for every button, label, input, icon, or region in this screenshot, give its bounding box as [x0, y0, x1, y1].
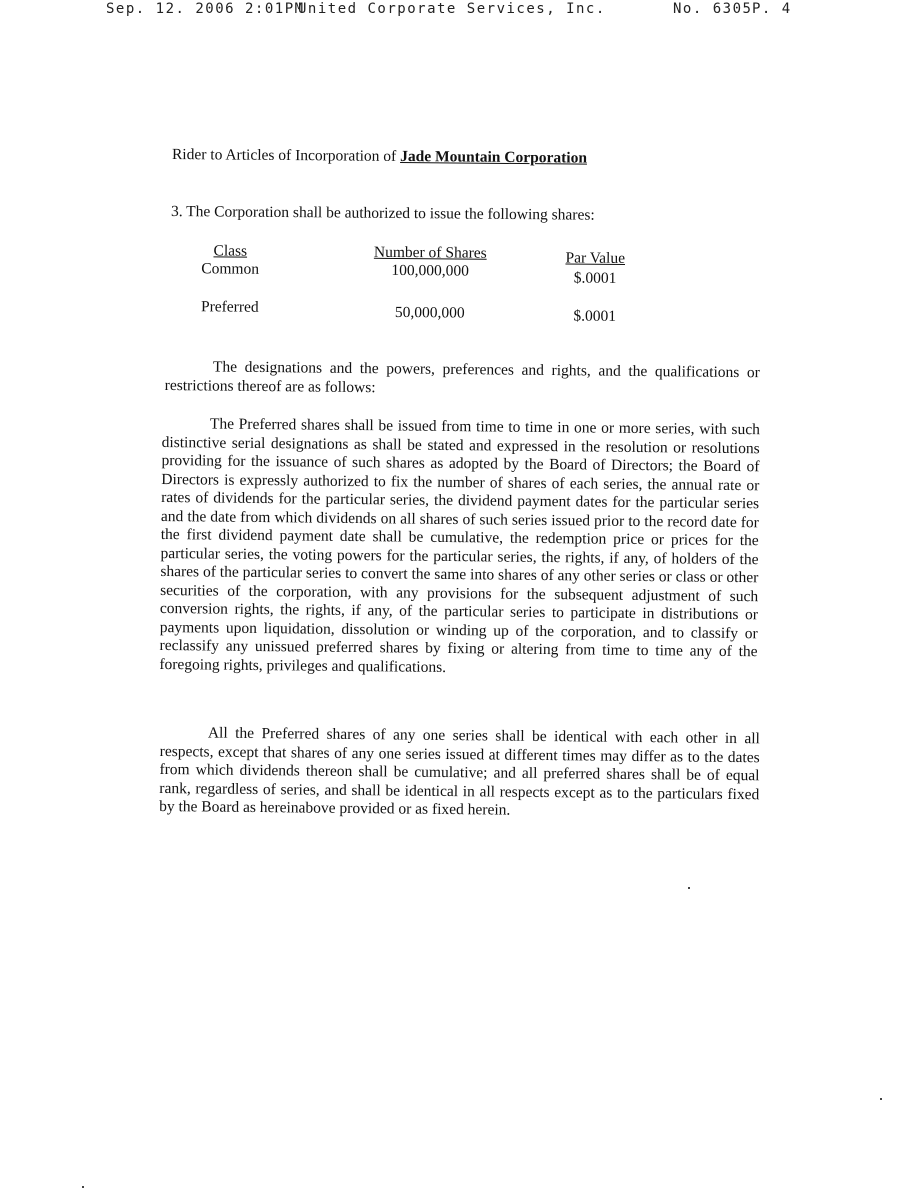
- paragraph-designations: [165, 358, 760, 401]
- fax-number: No. 6305: [673, 1, 753, 17]
- scan-speck: [688, 887, 690, 889]
- paragraph-identical-shares: [159, 724, 760, 823]
- row-preferred-par: $.0001: [573, 307, 617, 325]
- corporation-name: Jade Mountain Corporation: [400, 147, 588, 167]
- row-preferred-shares: 50,000,000: [394, 303, 465, 322]
- document-title: [172, 146, 587, 168]
- row-common-shares: 100,000,000: [391, 261, 469, 280]
- row-preferred-class: Preferred: [200, 298, 259, 316]
- section-3-intro: 3. The Corporation shall be authorized to issue the following shares:: [170, 203, 595, 224]
- header-class: Class: [213, 242, 248, 260]
- fax-page-number: P. 4: [752, 1, 792, 17]
- title-prefix: Rider to Articles of Incorporation of: [171, 146, 401, 165]
- fax-datetime: Sep. 12. 2006 2:01PM: [106, 1, 305, 17]
- fax-sender: United Corporate Services, Inc.: [298, 1, 606, 17]
- row-common-par: $.0001: [573, 269, 617, 287]
- paragraph-preferred-text: The Preferred shares shall be issued from time to time in one or more series, with such distinctive serial designations as shall be stated and expressed in the resolution or resolutions providing for the issuance of such shares as adopted by the Board of Directors; the Board of Directors is expressly authorized to fix the number of shares of each series, the annual rate or rates of dividends for the particular series, the dividend payment dates for the particular series and the date from which dividends on all shares of such series issued prior to the record date for the first dividend payment date shall be cumulative, the redemption price or prices for the particular series, the voting powers for the particular series, the rights, if any, of holders of the shares of the particular series to convert the same into shares of any other series or class or other securities of the corporation, with any provisions for the subsequent adjustment of such conversion rights, the rights, if any, of the particular series to participate in distributions or payments upon liquidation, dissolution or winding up of the corporation, and to classify or reclassify any unissued preferred shares by fixing or altering from time to time any of the foregoing rights, privileges and qualifications.: [159, 415, 760, 676]
- header-number-of-shares: Number of Shares: [373, 243, 487, 262]
- row-common-class: Common: [201, 260, 260, 278]
- scan-speck: [880, 1098, 882, 1100]
- paragraph-designations-text: The designations and the powers, preferences and rights, and the qualifications or restrictions thereof are as follows:: [164, 358, 760, 396]
- paragraph-preferred-series: [159, 415, 760, 680]
- paragraph-identical-text: All the Preferred shares of any one series shall be identical with each other in all respects, except that shares of any one series issued at different times may differ as to the dates from which dividends thereon shall be cumulative; and all preferred shares shall be of equal rank, regardless of series, and shall be identical in all respects except as to the particulars fixed by the Board as hereinabove provided or as fixed herein.: [159, 724, 760, 819]
- shares-table: [170, 242, 671, 336]
- header-par-value: Par Value: [565, 249, 626, 267]
